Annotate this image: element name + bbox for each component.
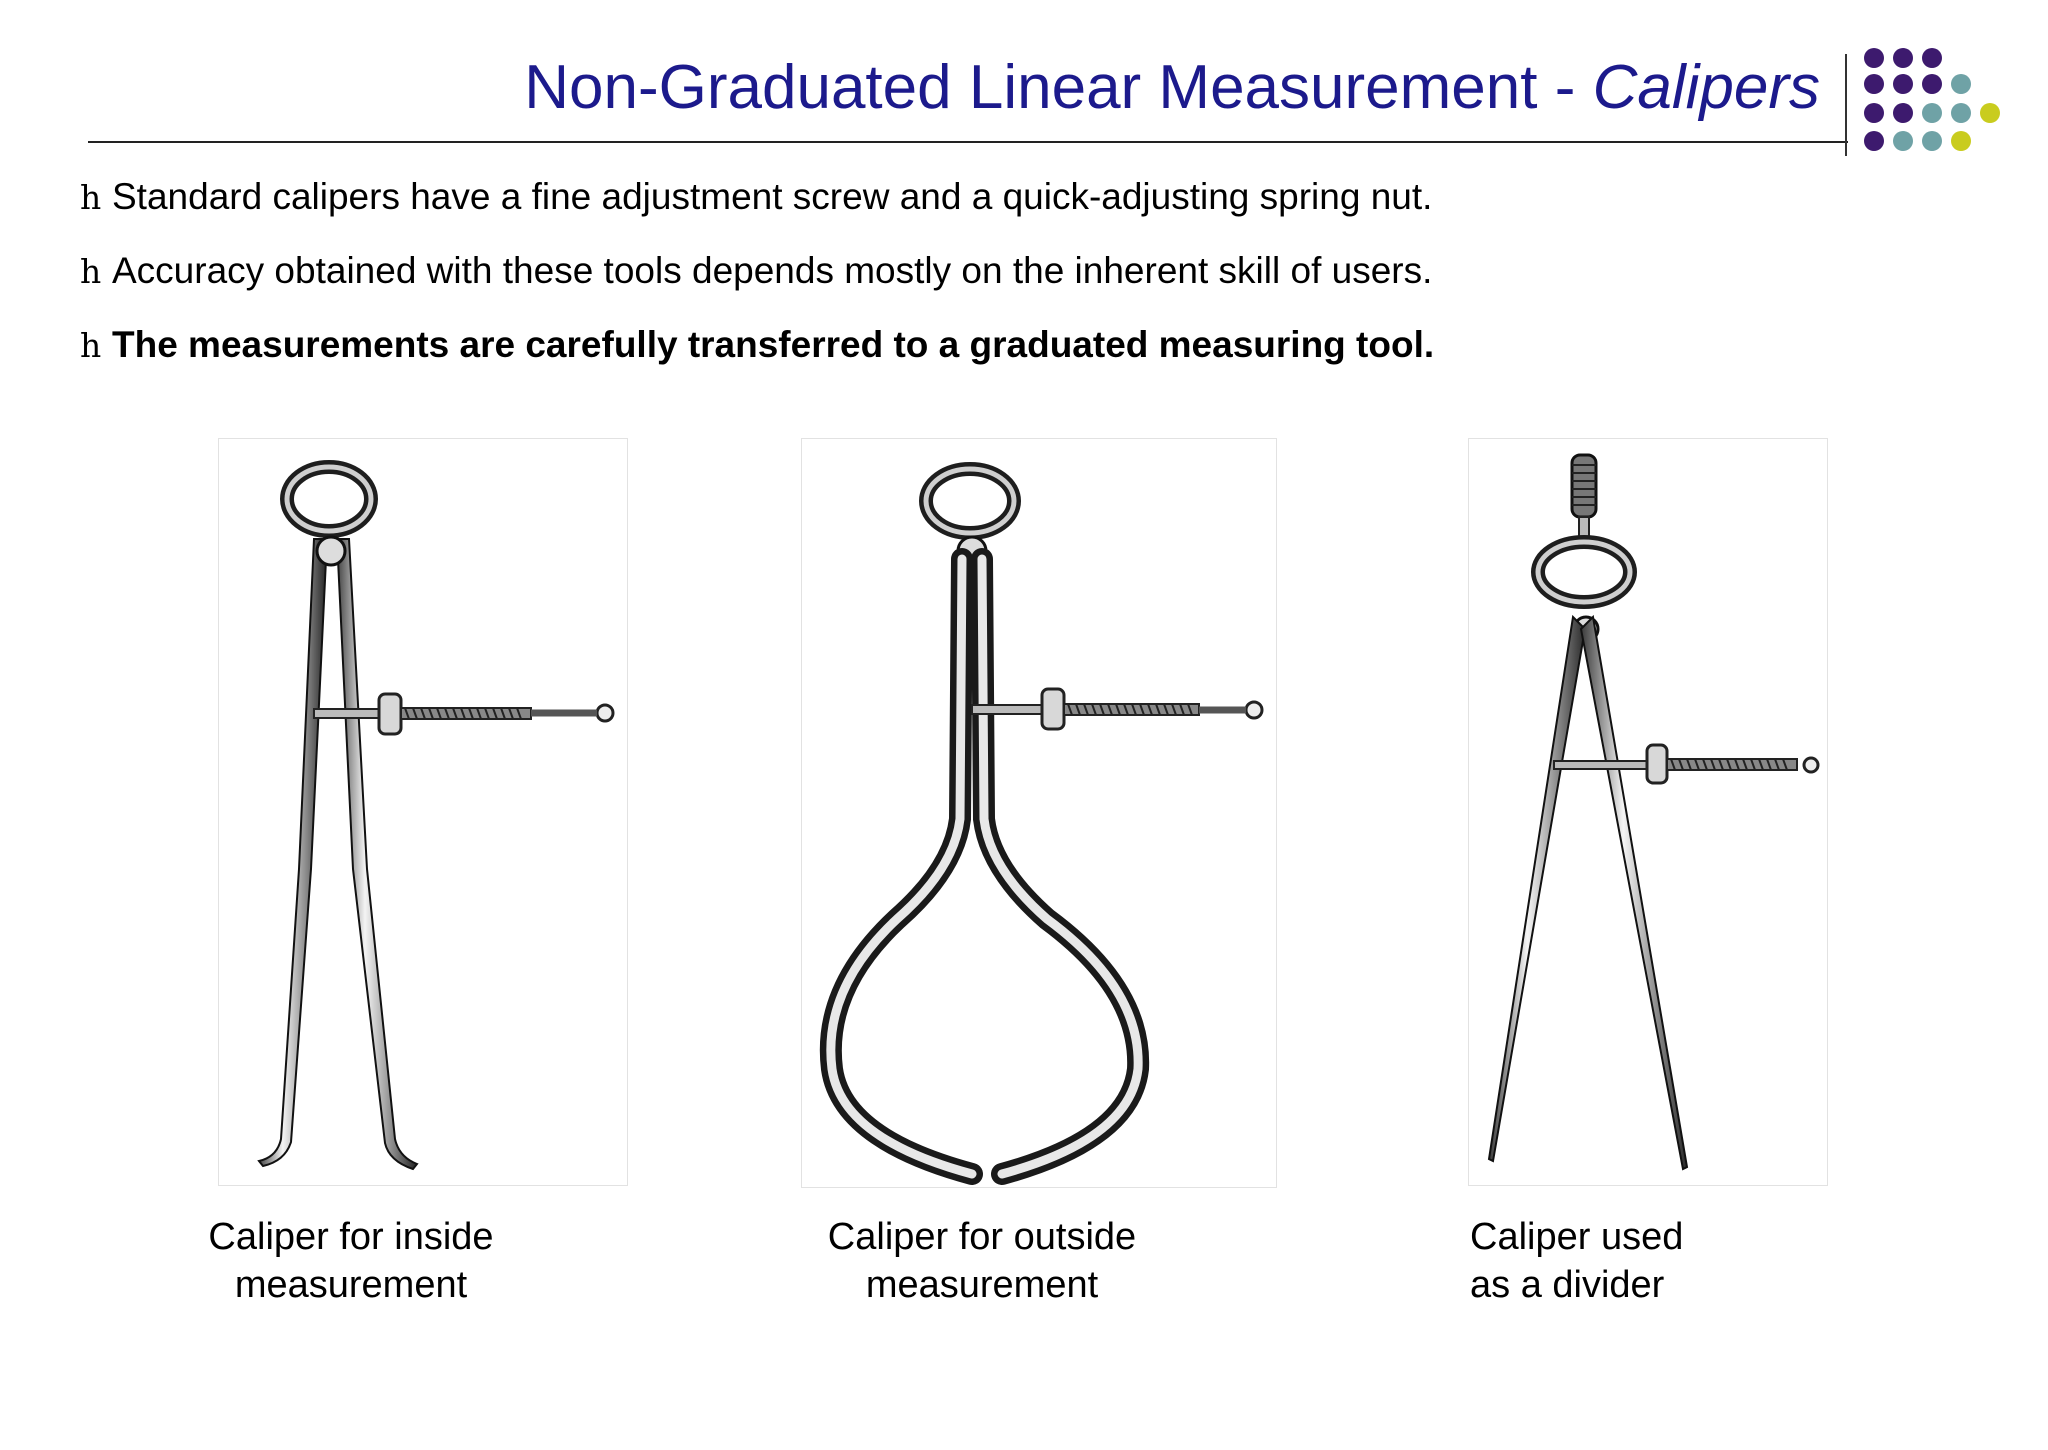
inside-caliper-image — [218, 438, 628, 1186]
bullet-text: Standard calipers have a fine adjustment screw and a quick-adjusting spring nut. — [112, 176, 1433, 217]
outside-caliper-caption — [800, 1213, 1164, 1309]
bullet-text: Accuracy obtained with these tools depends mostly on the inherent skill of users. — [112, 250, 1433, 291]
caption-line: Caliper for inside — [208, 1216, 494, 1258]
bullet-list — [80, 176, 1434, 398]
slide-title-italic: Calipers — [1592, 53, 1820, 122]
caption-line: measurement — [234, 1264, 468, 1306]
bullet-item — [80, 176, 1434, 218]
caption-line: Caliper for outside — [827, 1216, 1137, 1258]
slide-title — [524, 52, 1820, 123]
bullet-item — [80, 324, 1434, 366]
divider-caliper-image — [1468, 438, 1828, 1186]
decorative-dot-grid — [1862, 46, 2012, 156]
bullet-text: The measurements are carefully transferred to a graduated measuring tool. — [112, 324, 1435, 365]
caption-line: Caliper used — [1470, 1216, 1684, 1258]
slide-title-main: Non-Graduated Linear Measurement - — [524, 53, 1593, 122]
caption-line: measurement — [865, 1264, 1099, 1306]
title-underline — [88, 141, 1848, 143]
bullet-glyph: h — [80, 252, 102, 291]
inside-caliper-caption — [196, 1213, 506, 1309]
bullet-glyph: h — [80, 178, 102, 217]
caption-line: as a divider — [1470, 1264, 1665, 1306]
bullet-item — [80, 250, 1434, 292]
outside-caliper-image — [801, 438, 1277, 1188]
divider-caliper-caption — [1470, 1213, 1683, 1309]
bullet-glyph: h — [80, 326, 102, 365]
title-divider — [1845, 54, 1847, 156]
